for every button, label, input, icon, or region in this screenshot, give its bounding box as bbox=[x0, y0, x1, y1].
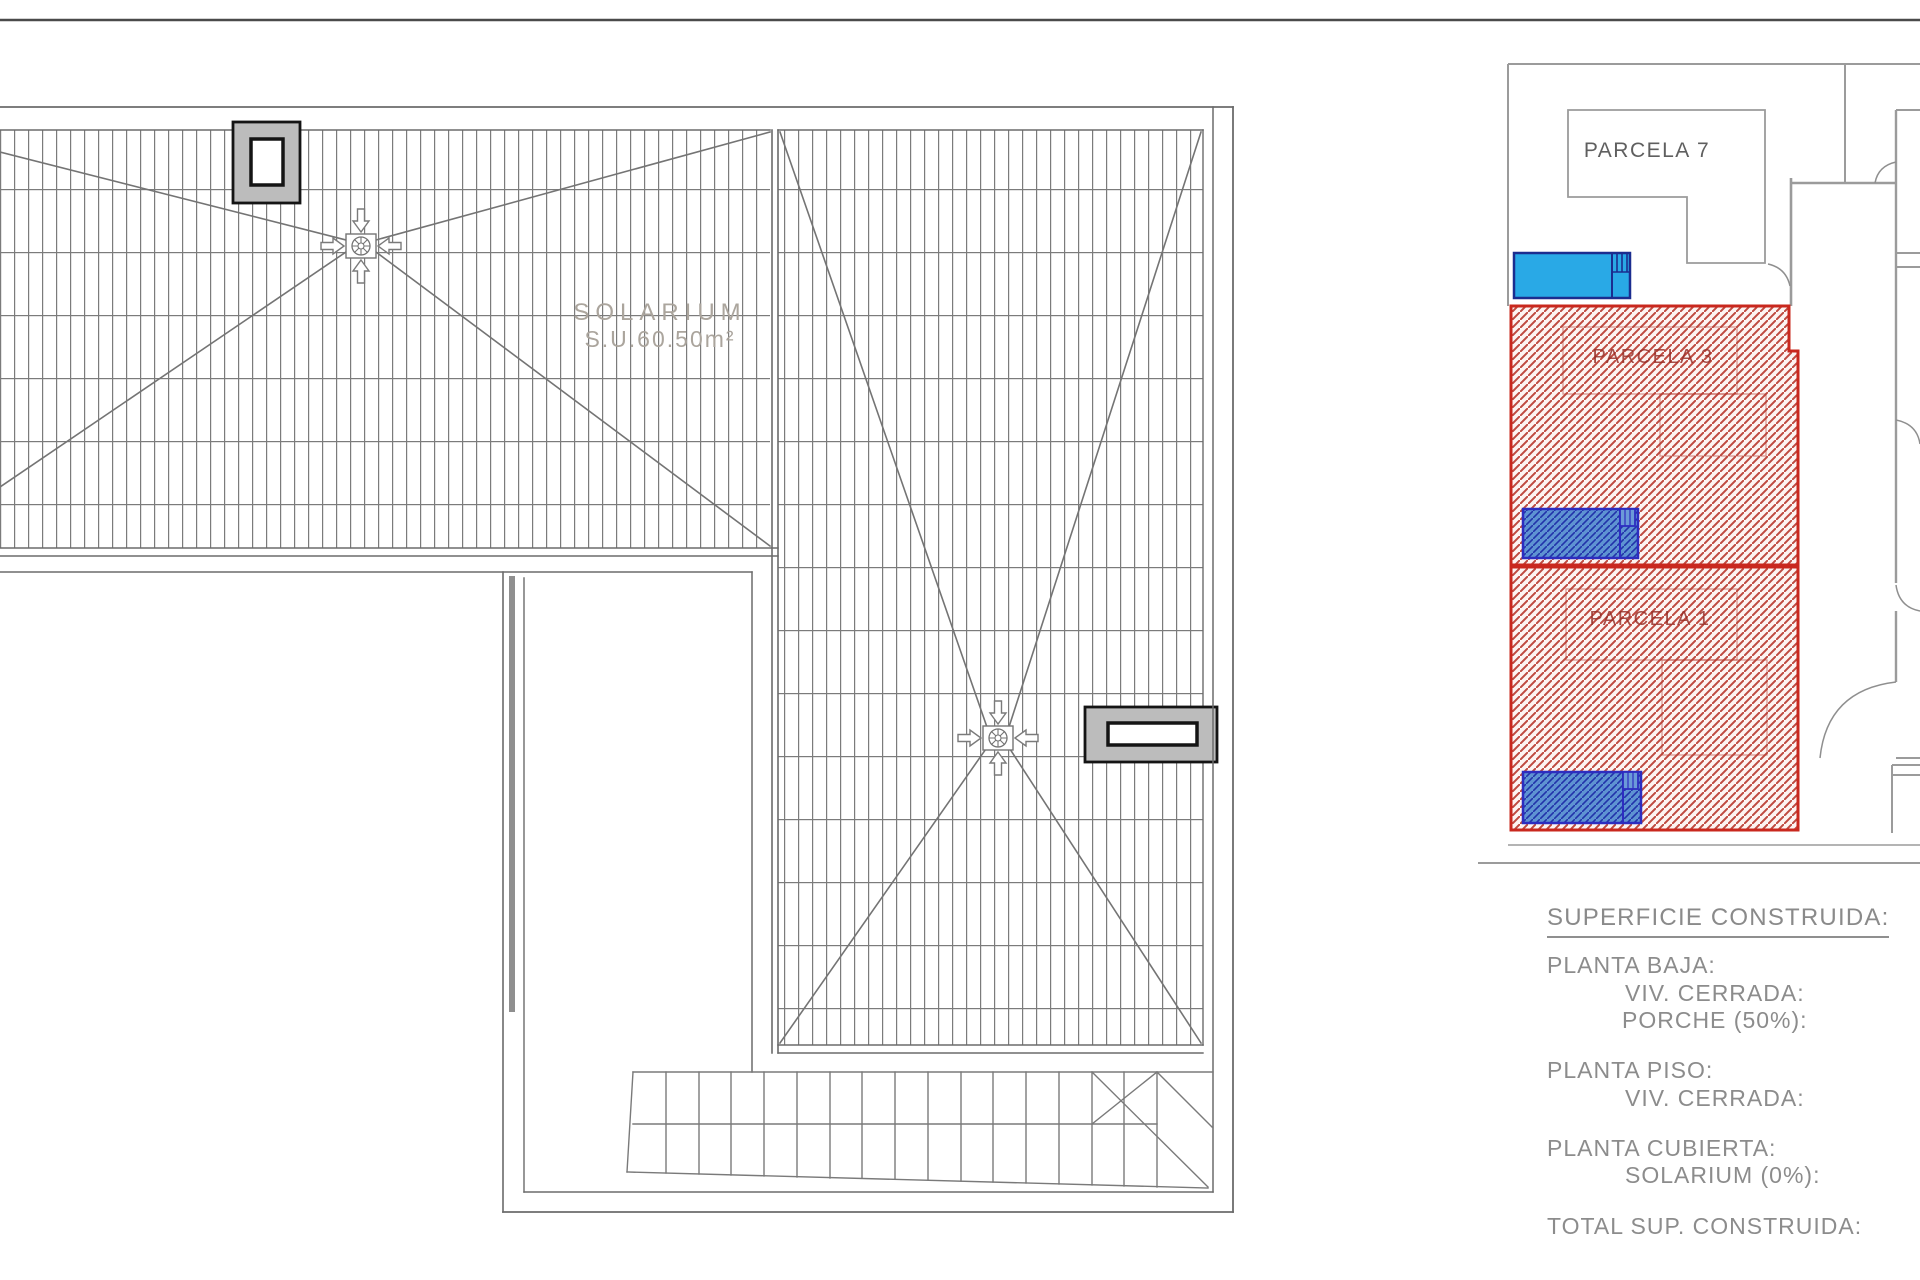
parcela-1-label: PARCELA 1 bbox=[1589, 608, 1711, 630]
parcela-7-label: PARCELA 7 bbox=[1583, 139, 1711, 162]
vent-box bbox=[1085, 707, 1217, 762]
parcela-3-area bbox=[1511, 306, 1798, 565]
legend-porche: PORCHE (50%): bbox=[1622, 1007, 1808, 1033]
courtyard-walls bbox=[0, 548, 778, 1072]
stairs bbox=[627, 1072, 1213, 1188]
pool bbox=[1523, 509, 1638, 558]
legend-viv-cerrada-piso: VIV. CERRADA: bbox=[1625, 1085, 1805, 1111]
ground-lines bbox=[1478, 845, 1920, 863]
legend-planta-cubierta: PLANTA CUBIERTA: bbox=[1547, 1135, 1777, 1161]
legend-planta-piso: PLANTA PISO: bbox=[1547, 1057, 1714, 1083]
legend-planta-baja: PLANTA BAJA: bbox=[1547, 952, 1716, 978]
solarium-label: SOLARIUM bbox=[573, 299, 747, 326]
legend-solarium-item: SOLARIUM (0%): bbox=[1625, 1162, 1821, 1188]
right-roof-section bbox=[778, 130, 1203, 1053]
chimney-box bbox=[233, 122, 300, 203]
legend-title: SUPERFICIE CONSTRUIDA: bbox=[1547, 904, 1889, 938]
pool bbox=[1523, 772, 1641, 823]
stair-direction-lines bbox=[1092, 1072, 1213, 1187]
roof-plan bbox=[0, 107, 1233, 1212]
parcela-3-label: PARCELA 3 bbox=[1592, 346, 1714, 368]
parcela-1-area bbox=[1511, 567, 1798, 830]
lap-pool bbox=[1514, 253, 1630, 298]
legend-total: TOTAL SUP. CONSTRUIDA: bbox=[1547, 1213, 1863, 1239]
roof-dividing-wall bbox=[771, 130, 778, 1053]
legend-viv-cerrada-baja: VIV. CERRADA: bbox=[1625, 980, 1805, 1006]
solarium-area-label: S.U.60.50m² bbox=[584, 326, 736, 352]
site-plan bbox=[1478, 64, 1920, 863]
parcela-7-outline bbox=[1568, 110, 1765, 263]
courtyard-rail bbox=[509, 576, 515, 1012]
